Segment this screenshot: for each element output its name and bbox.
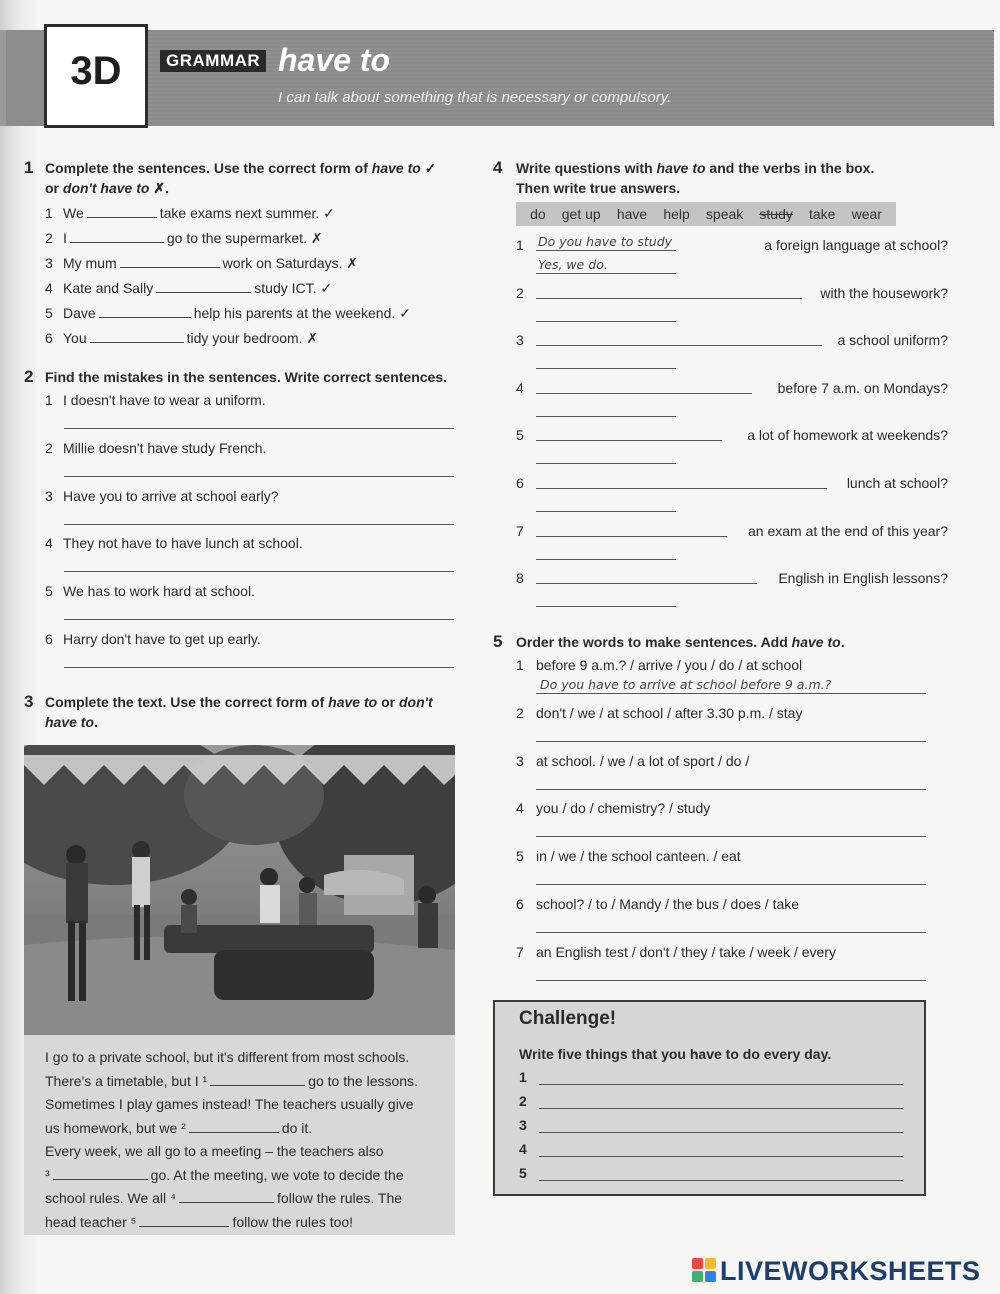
exercise-5-number: 5 (493, 632, 503, 651)
item-number: 3 (45, 487, 53, 504)
exercise-4-instruction: Write questions with have to and the verbs in the box. (516, 160, 875, 176)
answer-blank[interactable] (90, 330, 184, 343)
verb-speak: speak (705, 206, 744, 222)
exercise-5-item (516, 799, 710, 817)
exercise-5-instruction: Order the words to make sentences. Add have to. (516, 634, 845, 650)
exercise-1-item (45, 304, 411, 322)
item-number: 7 (516, 522, 524, 539)
text-part: ³ (45, 1166, 50, 1183)
answer-line[interactable] (64, 524, 454, 525)
text-part: go to the lessons. (308, 1072, 418, 1089)
page-title: have to (278, 42, 391, 78)
answer-line[interactable] (536, 741, 926, 742)
item-number: 1 (516, 657, 524, 673)
answer-line[interactable] (536, 416, 676, 417)
text-part: follow the rules too! (232, 1213, 354, 1230)
sentence-text: Harry don't have to get up early. (63, 631, 261, 647)
question-line[interactable] (536, 583, 757, 584)
item-number: 7 (516, 943, 524, 960)
scrambled-words: in / we / the school canteen. / eat (536, 848, 741, 865)
logo-square (692, 1258, 703, 1269)
challenge-instruction: Write five things that you have to do every day. (519, 1046, 832, 1062)
item-number: 3 (45, 255, 53, 271)
sentence-end: go to the supermarket. ✗ (166, 230, 323, 246)
exercise-1-number: 1 (24, 158, 34, 177)
verb-have: have (616, 206, 648, 222)
item-number: 8 (516, 570, 524, 587)
answer-blank[interactable] (156, 280, 251, 293)
exercise-3-number: 3 (24, 692, 34, 711)
answer-line[interactable] (64, 428, 454, 429)
question-end: English in English lessons? (778, 570, 948, 587)
exercise-2-item (45, 391, 266, 409)
question-line (536, 250, 676, 251)
answer-blank[interactable] (99, 305, 191, 318)
exercise-2-item (45, 487, 279, 505)
answer-line[interactable] (536, 836, 926, 837)
question-line[interactable] (536, 536, 727, 537)
item-number: 1 (45, 392, 53, 408)
sentence-start: My mum (63, 255, 117, 271)
exercise-1-instruction: Complete the sentences. Use the correct form of have to ✓ (45, 160, 437, 176)
question-end: a school uniform? (837, 332, 948, 349)
question-end: a lot of homework at weekends? (747, 427, 948, 444)
scrambled-words: before 9 a.m.? / arrive / you / do / at school (536, 657, 803, 673)
exercise-3-line (45, 1166, 404, 1184)
gap-blank[interactable] (139, 1214, 229, 1227)
item-number: 2 (45, 230, 53, 246)
exercise-5-item (516, 943, 836, 961)
sentence-start: You (63, 330, 87, 346)
text-part: There's a timetable, but I ¹ (45, 1072, 208, 1089)
item-number: 4 (45, 280, 53, 296)
gap-blank[interactable] (210, 1073, 305, 1086)
answer-line[interactable] (536, 789, 926, 790)
answer-blank[interactable] (70, 230, 164, 243)
item-number: 6 (516, 475, 524, 491)
page-subtitle: I can talk about something that is necessary or compulsory. (278, 89, 672, 106)
item-number: 2 (516, 284, 524, 301)
unit-number: 3D (70, 49, 122, 93)
exercise-5-item (516, 895, 799, 913)
scrambled-words: you / do / chemistry? / study (536, 800, 711, 817)
exercise-1-item (45, 254, 358, 272)
answer-line[interactable] (536, 932, 926, 933)
logo-square (705, 1271, 716, 1282)
answer-line (536, 693, 926, 694)
exercise-3-line (45, 1048, 409, 1066)
example-question: Do you have to study (538, 234, 673, 249)
answer-line[interactable] (536, 980, 926, 981)
sentence-start: Kate and Sally (63, 280, 154, 296)
challenge-answer-line[interactable] (539, 1156, 903, 1157)
exercise-1-instruction-2: or don't have to ✗. (45, 180, 169, 196)
exercise-2-number: 2 (24, 367, 34, 386)
grammar-badge: GRAMMAR (160, 50, 266, 72)
question-end: before 7 a.m. on Mondays? (777, 379, 948, 396)
sentence-text: I doesn't have to wear a uniform. (63, 392, 266, 408)
exercise-2-item (45, 534, 303, 552)
sentence-start: I (63, 230, 67, 246)
item-number: 4 (516, 379, 524, 396)
question-end: an exam at the end of this year? (747, 522, 948, 539)
gap-blank[interactable] (179, 1190, 274, 1203)
answer-line[interactable] (64, 571, 454, 572)
item-number: 6 (45, 631, 53, 647)
unit-box (44, 24, 148, 128)
exercise-5-item (516, 752, 749, 770)
question-line[interactable] (536, 440, 722, 441)
text-part: follow the rules. The (277, 1190, 403, 1206)
challenge-item-number: 5 (519, 1165, 527, 1181)
item-number: 5 (516, 427, 524, 444)
scrambled-words: don't / we / at school / after 3.30 p.m. / stay (536, 704, 803, 721)
item-number: 3 (516, 332, 524, 349)
exercise-3-line (45, 1072, 418, 1090)
logo-square (705, 1258, 716, 1269)
answer-line[interactable] (536, 884, 926, 885)
exercise-5-item (516, 656, 802, 674)
school-photo-illustration (24, 745, 455, 1035)
challenge-item-number: 2 (519, 1093, 527, 1109)
item-number: 6 (516, 896, 524, 912)
answer-blank[interactable] (87, 205, 157, 218)
answer-line[interactable] (536, 559, 676, 560)
verb-box (516, 202, 896, 226)
liveworksheets-brand[interactable]: LIVEWORKSHEETS (720, 1256, 981, 1286)
text-part: go. At the meeting, we vote to decide the (150, 1166, 404, 1183)
challenge-answer-line[interactable] (539, 1108, 903, 1109)
sentence-end: tidy your bedroom. ✗ (186, 330, 319, 346)
verb-study: study (759, 206, 793, 222)
answer-line[interactable] (64, 476, 454, 477)
scrambled-words: at school. / we / a lot of sport / do / (536, 752, 750, 769)
item-number: 5 (516, 848, 524, 865)
text-part: head teacher ⁵ (45, 1213, 137, 1230)
item-number: 6 (45, 330, 53, 346)
verb-take: take (808, 206, 836, 222)
exercise-3-line (45, 1119, 312, 1137)
question-line[interactable] (536, 345, 822, 346)
exercise-3-line (45, 1189, 402, 1207)
sentence-text: Millie doesn't have study French. (63, 439, 267, 456)
item-number: 5 (45, 305, 53, 321)
item-number: 2 (45, 439, 53, 456)
exercise-3-instruction: Complete the text. Use the correct form of have to or don't (45, 694, 433, 710)
sentence-start: Dave (63, 305, 96, 321)
sentence-end: take exams next summer. ✓ (159, 205, 335, 221)
example-answer: Yes, we do. (538, 257, 608, 272)
exercise-1-item (45, 329, 318, 347)
school-photo (24, 745, 455, 1035)
exercise-2-item (45, 582, 255, 600)
exercise-3-instruction-2: have to. (45, 714, 98, 730)
text-part: school rules. We all ⁴ (45, 1190, 177, 1206)
exercise-1-item (45, 229, 323, 247)
text-part: Sometimes I play games instead! The teachers usually give (45, 1096, 414, 1112)
sentence-text: They not have to have lunch at school. (63, 535, 303, 552)
example-answer: Do you have to arrive at school before 9 a.m.? (540, 677, 832, 692)
question-line[interactable] (536, 488, 827, 489)
challenge-answer-line[interactable] (539, 1132, 903, 1133)
exercise-3-line (45, 1095, 414, 1113)
challenge-title: Challenge! (519, 1008, 617, 1029)
sentence-end: study ICT. ✓ (254, 280, 333, 296)
liveworksheets-logo-icon (692, 1258, 716, 1282)
answer-line[interactable] (536, 321, 676, 322)
answer-line[interactable] (64, 667, 454, 668)
exercise-2-item (45, 439, 266, 457)
question-line[interactable] (536, 393, 752, 394)
gap-blank[interactable] (53, 1167, 148, 1180)
exercise-4-instruction-2: Then write true answers. (516, 180, 681, 196)
exercise-1-item (45, 204, 335, 222)
sentence-end: help his parents at the weekend. ✓ (193, 305, 411, 321)
item-number: 2 (516, 704, 524, 721)
exercise-2-item (45, 630, 261, 648)
question-end: a foreign language at school? (764, 237, 948, 253)
scrambled-words: school? / to / Mandy / the bus / does / take (536, 896, 800, 912)
answer-blank[interactable] (120, 255, 220, 268)
gap-blank[interactable] (189, 1120, 279, 1133)
exercise-3-line (45, 1213, 353, 1231)
verb-wear: wear (851, 206, 882, 222)
exercise-1-item (45, 279, 332, 297)
item-number: 1 (516, 237, 524, 253)
header-band-texture (148, 30, 994, 126)
exercise-2-instruction: Find the mistakes in the sentences. Write correct sentences. (45, 369, 447, 385)
challenge-item-number: 3 (519, 1117, 527, 1133)
answer-line[interactable] (536, 463, 676, 464)
sentence-start: We (63, 205, 84, 221)
item-number: 4 (45, 535, 53, 552)
item-number: 1 (45, 205, 53, 221)
question-end: lunch at school? (846, 475, 948, 491)
sentence-text: Have you to arrive at school early? (63, 487, 279, 504)
item-number: 4 (516, 800, 524, 817)
question-end: with the housework? (820, 284, 948, 301)
sentence-text: We has to work hard at school. (63, 583, 255, 600)
text-part: Every week, we all go to a meeting – the teachers also (45, 1143, 384, 1159)
verb-get-up: get up (561, 206, 601, 222)
challenge-item-number: 4 (519, 1141, 527, 1157)
exercise-5-item (516, 704, 802, 722)
verb-do: do (530, 206, 546, 222)
scrambled-words: an English test / don't / they / take / week / every (536, 943, 836, 960)
text-part: do it. (281, 1119, 313, 1136)
challenge-answer-line[interactable] (539, 1084, 903, 1085)
answer-line[interactable] (536, 511, 676, 512)
item-number: 5 (45, 583, 53, 600)
verb-help: help (663, 206, 690, 222)
exercise-4-number: 4 (493, 158, 503, 177)
answer-line[interactable] (536, 368, 676, 369)
exercise-3-line (45, 1142, 384, 1160)
answer-line[interactable] (536, 606, 676, 607)
answer-line[interactable] (64, 619, 454, 620)
challenge-item-number: 1 (519, 1069, 527, 1085)
answer-line (536, 273, 676, 274)
text-part: us homework, but we ² (45, 1119, 186, 1136)
logo-square (692, 1271, 703, 1282)
sentence-end: work on Saturdays. ✗ (222, 255, 359, 271)
item-number: 3 (516, 752, 524, 769)
challenge-box (493, 1000, 926, 1196)
text-part: I go to a private school, but it's different from most schools. (45, 1049, 410, 1065)
exercise-5-item (516, 847, 741, 865)
challenge-answer-line[interactable] (539, 1180, 903, 1181)
question-line[interactable] (536, 298, 802, 299)
